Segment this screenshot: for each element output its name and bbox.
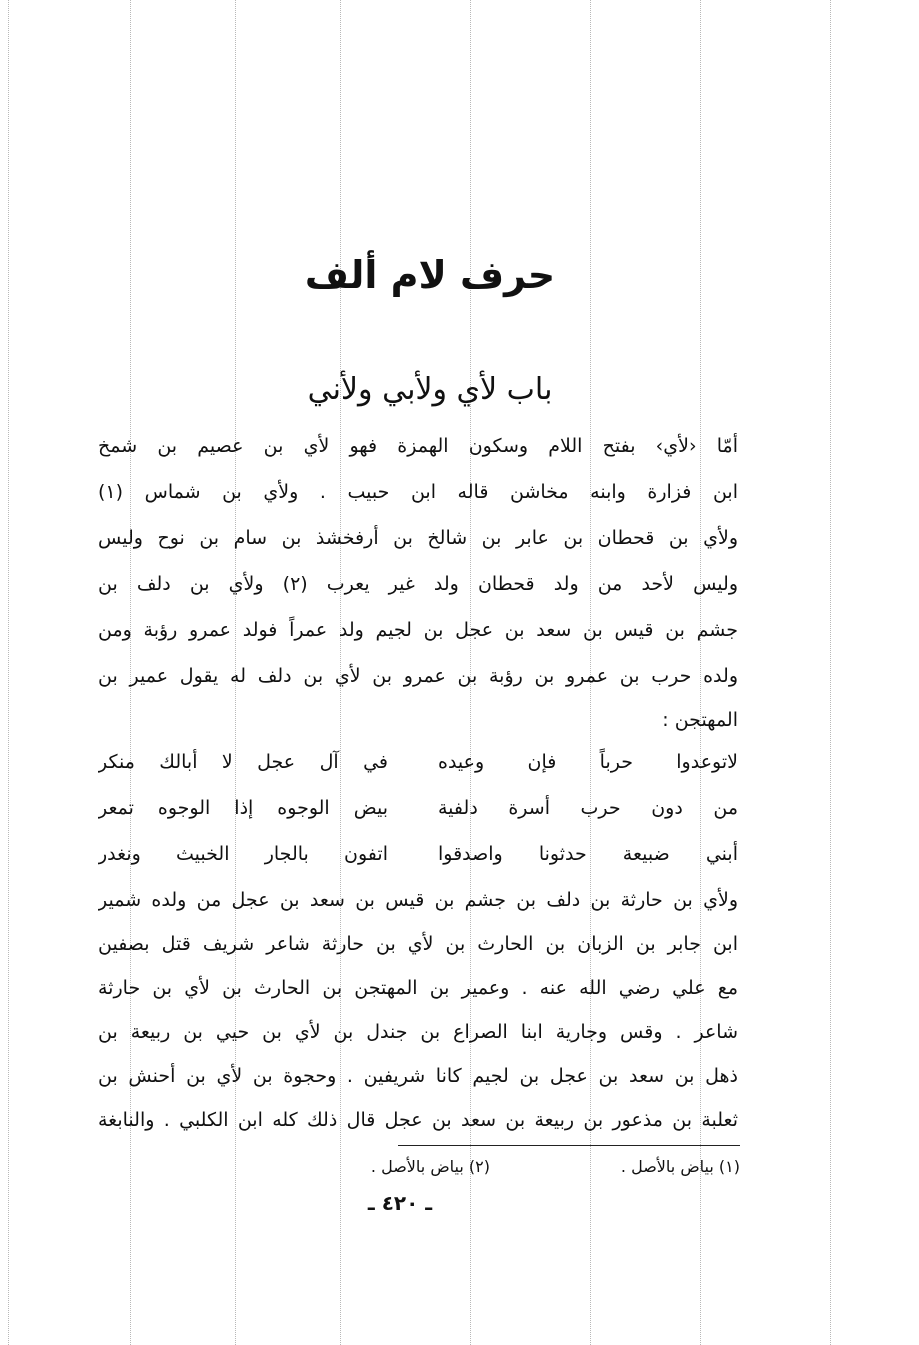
text-line: ولده حرب بن عمرو بن رؤبة بن عمرو بن لأي بن دلف له يقول عمير بن (98, 665, 738, 687)
verse-first-hemistich: لاتوعدوا حرباً فإن وعيده (438, 751, 738, 773)
text-line: المهتجن : (662, 709, 738, 731)
text-line: ابن فزارة وابنه مخاشن قاله ابن حبيب . ولأي بن شماس (١) (98, 481, 738, 503)
text-line: جشم بن قيس بن سعد بن عجل بن لجيم ولد عمراً فولد عمرو رؤبة ومن (98, 619, 738, 641)
text-line: ولأي بن قحطان بن عابر بن شالخ بن أرفخشذ بن سام بن نوح وليس (98, 527, 738, 549)
verse-first-hemistich: من دون حرب أسرة دلفية (438, 797, 738, 819)
text-line: ولأي بن حارثة بن دلف بن جشم بن قيس بن سعد بن عجل من ولده شمير (98, 889, 738, 911)
text-line: ذهل بن سعد بن عجل بن لجيم كانا شريفين . وحجوة بن لأي بن أحنش بن (98, 1065, 738, 1087)
dotted-guide (830, 0, 831, 1345)
page-edge-guide-left (8, 0, 9, 1345)
text-line: أمّا ‹لأي› بفتح اللام وسكون الهمزة فهو لأي بن عصيم بن شمخ (98, 435, 738, 457)
page-number: ـ ٤٢٠ ـ (367, 1191, 433, 1215)
footnote-2: (٢) بياض بالأصل . (370, 1157, 490, 1176)
verse-second-hemistich: اتفون بالجار الخبيث ونغدر (98, 843, 388, 865)
verse-first-hemistich: أبني ضبيعة حدثونا واصدقوا (438, 843, 738, 865)
text-line: ثعلبة بن مذعور بن ربيعة بن سعد بن عجل قال ذلك كله ابن الكلبي . والنابغة (98, 1109, 738, 1131)
poem-verse (98, 836, 738, 872)
poem-verse (98, 790, 738, 826)
chapter-title: حرف لام ألف (304, 253, 556, 297)
section-title: باب لأي ولأبي ولأني (307, 372, 553, 407)
text-line: مع علي رضي الله عنه . وعمير بن المهتجن بن الحارث بن لأي بن حارثة (98, 977, 738, 999)
verse-second-hemistich: بيض الوجوه إذا الوجوه تمعر (98, 797, 388, 819)
poem-verse (98, 744, 738, 780)
text-line: وليس لأحد من ولد قحطان ولد غير يعرب (٢) ولأي بن دلف بن (98, 573, 738, 595)
footnote-divider (398, 1145, 740, 1146)
verse-second-hemistich: في آل عجل لا أبالك منكر (98, 751, 388, 773)
footnote-1: (١) بياض بالأصل . (620, 1157, 740, 1176)
text-line: ابن جابر بن الزبان بن الحارث بن لأي بن حارثة شاعر شريف قتل بصفين (98, 933, 738, 955)
text-line: شاعر . وقس وجارية ابنا الصراع بن جندل بن لأي بن حيي بن ربيعة بن (98, 1021, 738, 1043)
